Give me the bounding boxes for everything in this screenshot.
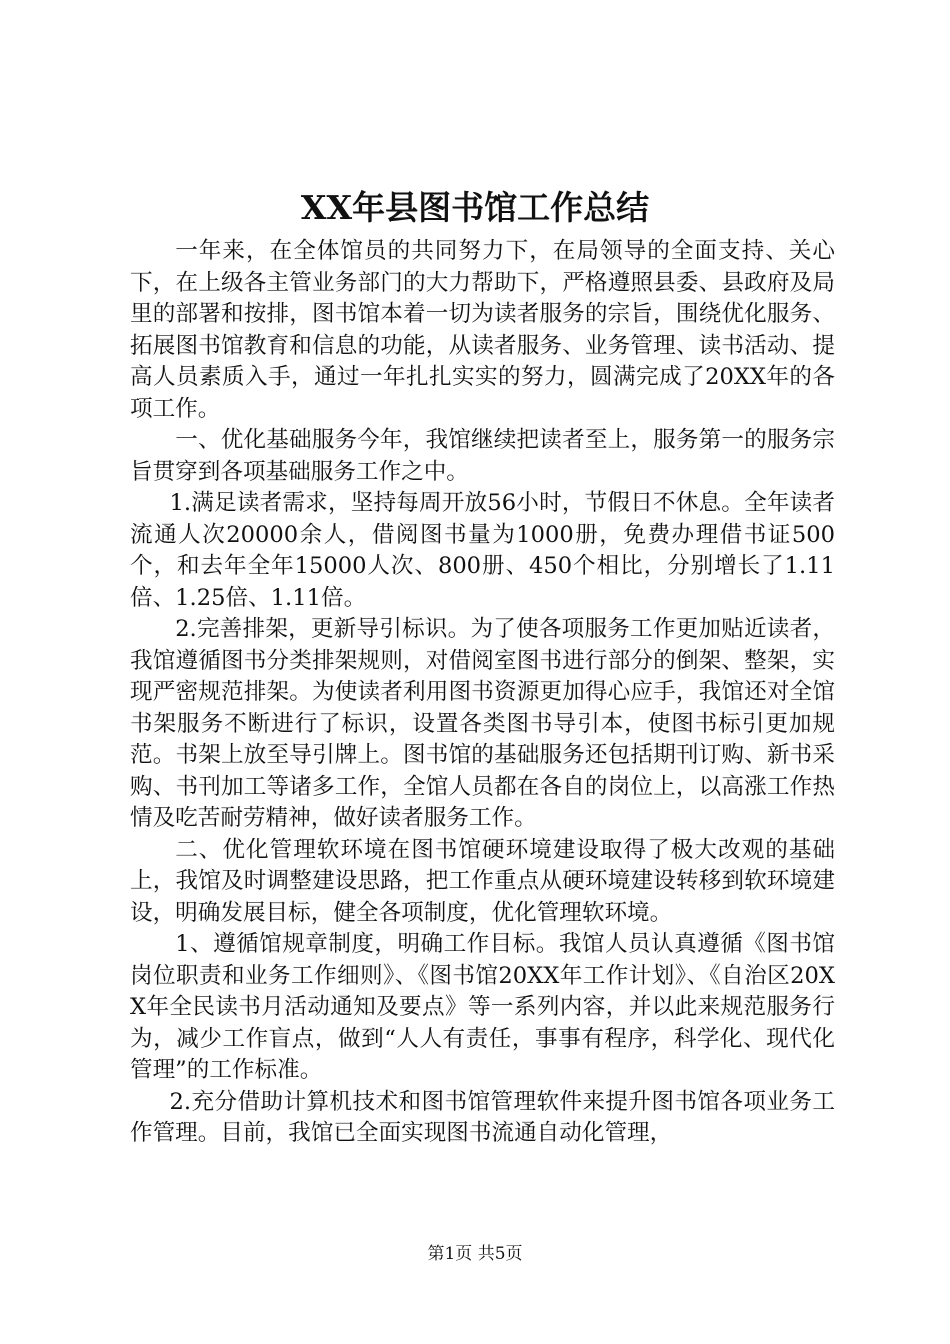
paragraph-section-2: 二、优化管理软环境在图书馆硬环境建设取得了极大改观的基础上，我馆及时调整建设思路，把工作重点从硬环境建设转移到软环境建设，明确发展目标，健全各项制度，优化管理软环境。 xyxy=(130,836,835,926)
document-body xyxy=(130,236,835,1150)
document-title: XX年县图书馆工作总结 xyxy=(300,188,650,227)
paragraph-item-1-1: 1.满足读者需求，坚持每周开放56小时，节假日不休息。全年读者流通人次20000余人，借阅图书量为1000册，免费办理借书证500个，和去年全年15000人次、800册、450个相比，分别增长了1.11倍、1.25倍、1.11倍。 xyxy=(130,490,835,611)
page-number-footer: 第1页 共5页 xyxy=(427,1244,523,1264)
paragraph-item-2-1: 1、遵循馆规章制度，明确工作目标。我馆人员认真遵循《图书馆岗位职责和业务工作细则》、《图书馆20XX年工作计划》、《自治区20XX年全民读书月活动通知及要点》等一系列内容，并以此来规范服务行为，减少工作盲点，做到“人人有责任，事事有程序，科学化、现代化管理”的工作标准。 xyxy=(130,931,835,1083)
paragraph-item-1-2: 2.完善排架，更新导引标识。为了使各项服务工作更加贴近读者，我馆遵循图书分类排架规则，对借阅室图书进行部分的倒架、整架，实现严密规范排架。为使读者利用图书资源更加得心应手，我馆还对全馆书架服务不断进行了标识，设置各类图书导引本，使图书标引更加规范。书架上放至导引牌上。图书馆的基础服务还包括期刊订购、新书采购、书刊加工等诸多工作，全馆人员都在各自的岗位上，以高涨工作热情及吃苦耐劳精神，做好读者服务工作。 xyxy=(130,616,835,831)
paragraph-intro: 一年来，在全体馆员的共同努力下，在局领导的全面支持、关心下，在上级各主管业务部门的大力帮助下，严格遵照县委、县政府及局里的部署和按排，图书馆本着一切为读者服务的宗旨，围绕优化服务、拓展图书馆教育和信息的功能，从读者服务、业务管理、读书活动、提高人员素质入手，通过一年扎扎实实的努力，圆满完成了20XX年的各项工作。 xyxy=(130,238,835,422)
paragraph-item-2-2: 2.充分借助计算机技术和图书馆管理软件来提升图书馆各项业务工作管理。目前，我馆已全面实现图书流通自动化管理， xyxy=(130,1088,835,1146)
paragraph-section-1: 一、优化基础服务今年，我馆继续把读者至上，服务第一的服务宗旨贯穿到各项基础服务工作之中。 xyxy=(130,427,835,485)
